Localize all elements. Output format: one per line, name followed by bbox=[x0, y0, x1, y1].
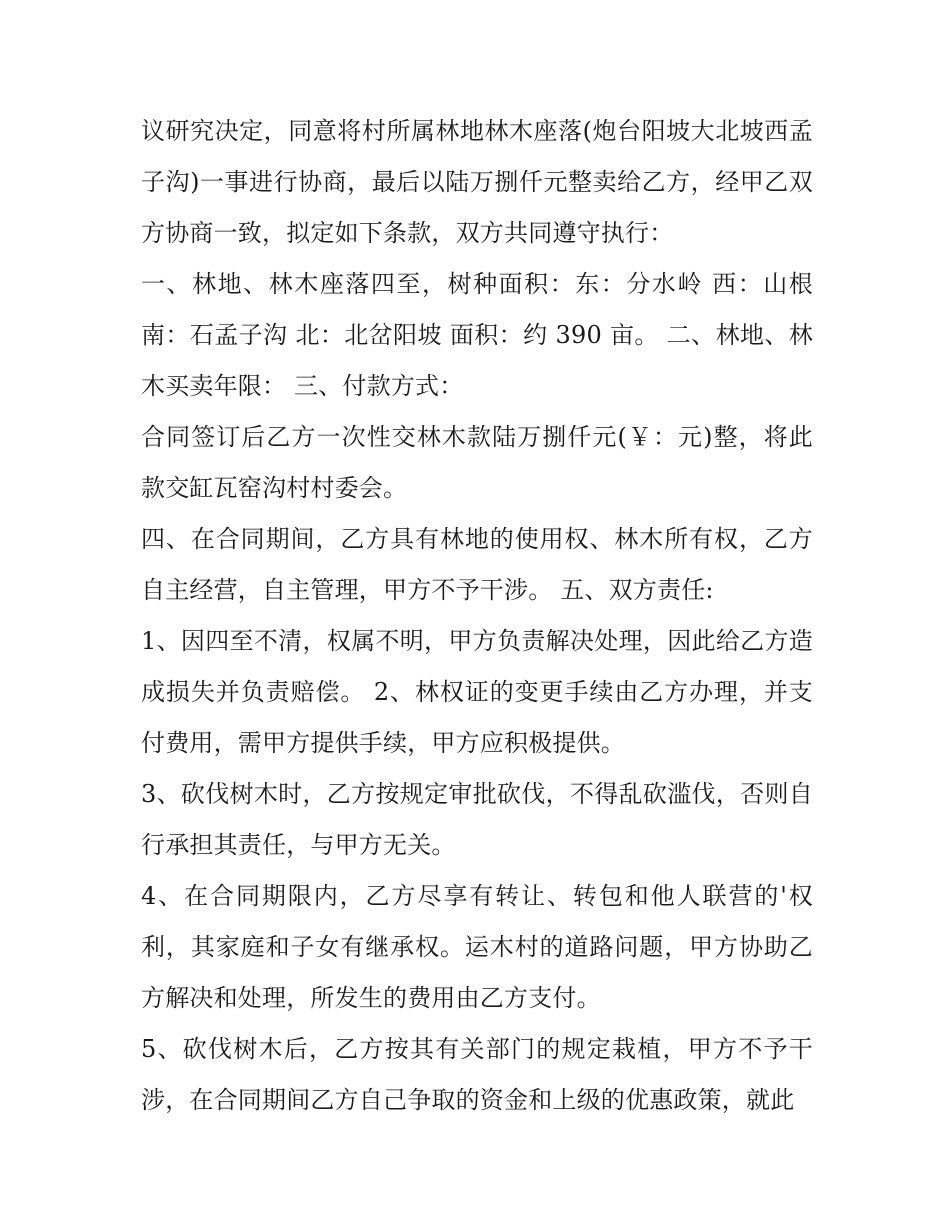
paragraph-intro: 议研究决定，同意将村所属林地林木座落(炮台阳坡大北坡西孟子沟)一事进行协商，最后以陆万捌仟元整卖给乙方，经甲乙双方协商一致，拟定如下条款，双方共同遵守执行： bbox=[141, 117, 813, 247]
paragraph-clause-1-3: 一、林地、林木座落四至，树种面积：东：分水岭 西：山根南：石孟子沟 北：北岔阳坡 面积：约 390 亩。 二、林地、林木买卖年限： 三、付款方式： bbox=[141, 270, 813, 400]
document-body bbox=[141, 106, 813, 1126]
paragraph-item-4: 4、在合同期限内，乙方尽享有转让、转包和他人联营的'权利，其家庭和子女有继承权。运木村的道路问题，甲方协助乙方解决和处理，所发生的费用由乙方支付。 bbox=[141, 882, 813, 1012]
paragraph-item-1-2: 1、因四至不清，权属不明，甲方负责解决处理，因此给乙方造成损失并负责赔偿。 2、林权证的变更手续由乙方办理，并支付费用，需甲方提供手续，甲方应积极提供。 bbox=[141, 627, 813, 757]
paragraph-item-5: 5、砍伐树木后，乙方按其有关部门的规定栽植，甲方不予干涉，在合同期间乙方自己争取的资金和上级的优惠政策，就此 bbox=[141, 1035, 813, 1114]
paragraph-item-3: 3、砍伐树木时，乙方按规定审批砍伐，不得乱砍滥伐，否则自行承担其责任，与甲方无关。 bbox=[141, 780, 813, 859]
paragraph-payment: 合同签订后乙方一次性交林木款陆万捌仟元(￥：元)整，将此款交缸瓦窑沟村村委会。 bbox=[141, 423, 813, 502]
paragraph-clause-4-5: 四、在合同期间，乙方具有林地的使用权、林木所有权，乙方自主经营，自主管理，甲方不予干涉。 五、双方责任: bbox=[141, 525, 813, 604]
